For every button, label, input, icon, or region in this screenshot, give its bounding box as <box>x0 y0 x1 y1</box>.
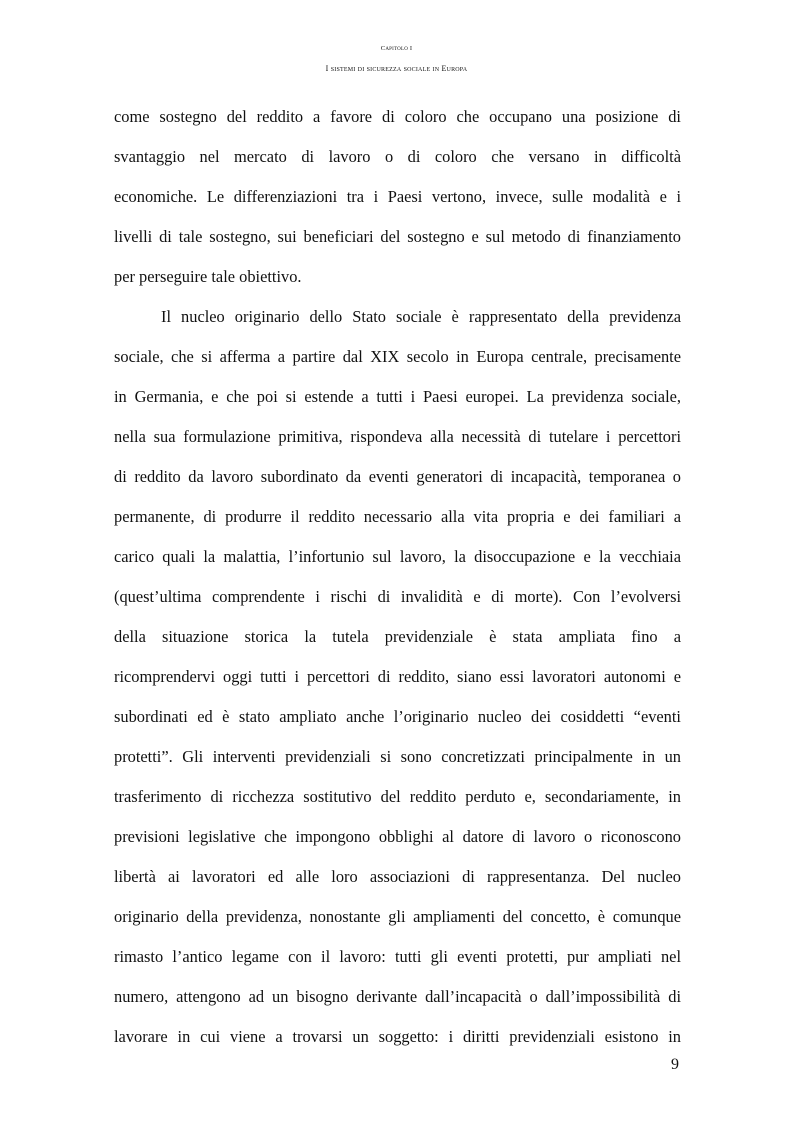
text-line: in Germania, e che poi si estende a tutti i Paesi europei. La previdenza sociale, <box>114 387 681 406</box>
running-head-chapter-label: Capitolo I <box>380 45 413 52</box>
text-line: trasferimento di ricchezza sostitutivo del reddito perduto e, secondariamente, in <box>114 787 681 806</box>
text-line: ricomprendervi oggi tutti i percettori di reddito, siano essi lavoratori autonomi e <box>114 667 681 686</box>
text-line: subordinati ed è stato ampliato anche l’originario nucleo dei cosiddetti “eventi <box>114 707 681 726</box>
text-line: lavorare in cui viene a trovarsi un soggetto: i diritti previdenziali esistono in <box>114 1027 681 1046</box>
page-number: 9 <box>671 1056 679 1073</box>
paragraph-1 <box>114 97 681 297</box>
text-line: della situazione storica la tutela previdenziale è stata ampliata fino a <box>114 627 681 646</box>
text-line: numero, attengono ad un bisogno derivante dall’incapacità o dall’impossibilità di <box>114 987 681 1006</box>
text-line: nella sua formulazione primitiva, rispondeva alla necessità di tutelare i percettori <box>114 427 681 446</box>
text-line: Il nucleo originario dello Stato sociale è rappresentato della previdenza <box>161 307 681 326</box>
paragraph-2 <box>114 297 681 1057</box>
text-line: permanente, di produrre il reddito necessario alla vita propria e dei familiari a <box>114 507 681 526</box>
text-line: carico quali la malattia, l’infortunio sul lavoro, la disoccupazione e la vecchiaia <box>114 547 681 566</box>
text-line: sociale, che si afferma a partire dal XIX secolo in Europa centrale, precisamente <box>114 347 681 366</box>
text-line: di reddito da lavoro subordinato da eventi generatori di incapacità, temporanea o <box>114 467 681 486</box>
text-line: previsioni legislative che impongono obblighi al datore di lavoro o riconoscono <box>114 827 681 846</box>
text-line: (quest’ultima comprendente i rischi di invalidità e di morte). Con l’evolversi <box>114 587 681 606</box>
text-line: svantaggio nel mercato di lavoro o di coloro che versano in difficoltà <box>114 147 681 166</box>
running-head-chapter-title: I sistemi di sicurezza sociale in Europa <box>325 64 468 73</box>
text-line: originario della previdenza, nonostante gli ampliamenti del concetto, è comunque <box>114 907 681 926</box>
text-line: per perseguire tale obiettivo. <box>114 267 302 286</box>
text-line: rimasto l’antico legame con il lavoro: tutti gli eventi protetti, pur ampliati nel <box>114 947 681 966</box>
text-line: come sostegno del reddito a favore di coloro che occupano una posizione di <box>114 107 681 126</box>
body-text <box>114 97 681 1057</box>
text-line: livelli di tale sostegno, sui beneficiari del sostegno e sul metodo di finanziamento <box>114 227 681 246</box>
text-line: libertà ai lavoratori ed alle loro associazioni di rappresentanza. Del nucleo <box>114 867 681 886</box>
text-line: economiche. Le differenziazioni tra i Paesi vertono, invece, sulle modalità e i <box>114 187 681 206</box>
text-line: protetti”. Gli interventi previdenziali si sono concretizzati principalmente in un <box>114 747 681 766</box>
